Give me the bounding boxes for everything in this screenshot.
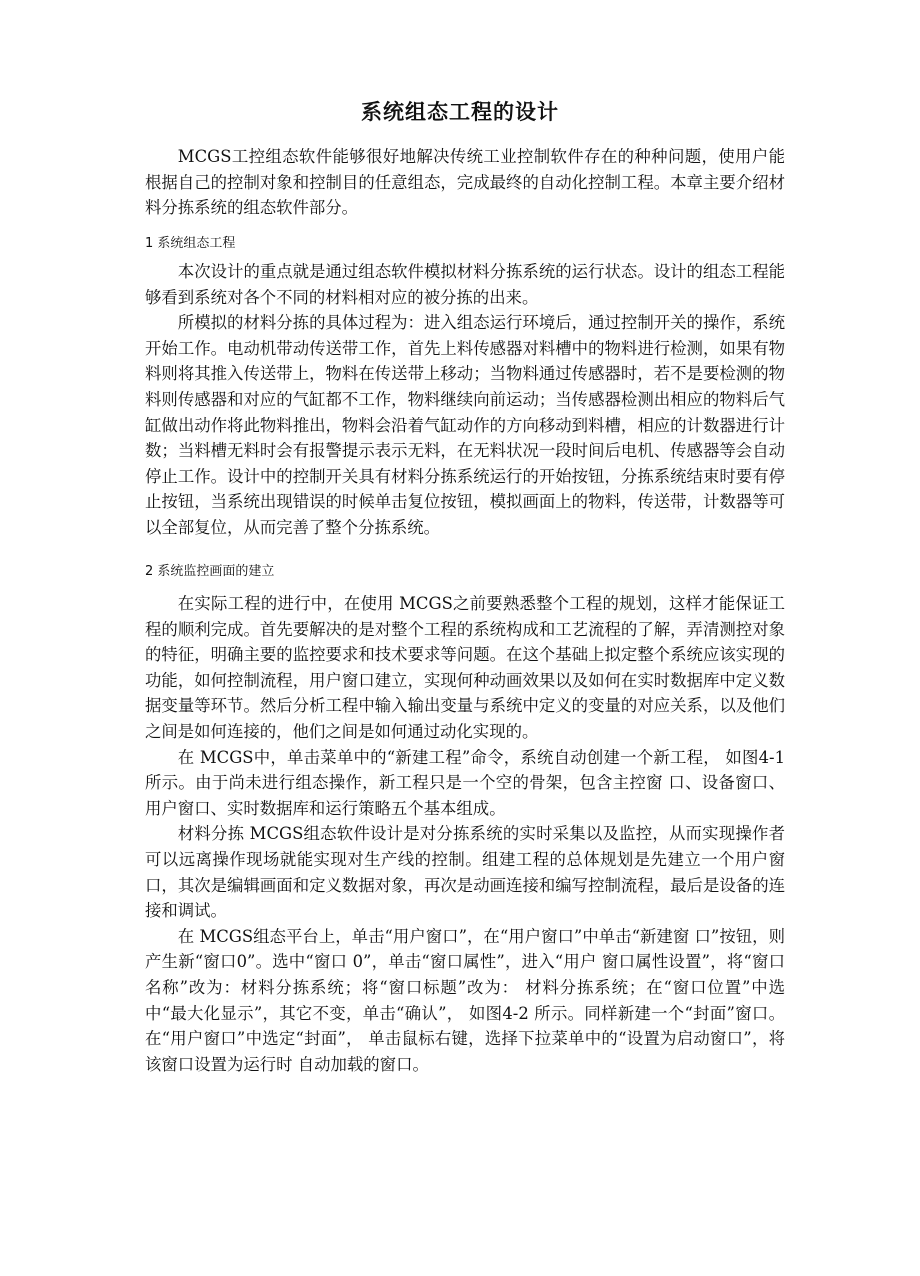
section-2-body (145, 591, 785, 1077)
page-title: 系统组态工程的设计 (361, 100, 559, 124)
intro-paragraph: MCGS工控组态软件能够很好地解决传统工业控制软件存在的种种问题，使用户能根据自己的控制对象和控制目的任意组态，完成最终的自动化控制工程。本章主要介绍材料分拣系统的组态软件部分。 (145, 147, 785, 218)
section-1-heading: 1 系统组态工程 (145, 236, 236, 251)
section-2-paragraph: 在 MCGS组态平台上，单击“用户窗口”，在“用户窗口”中单击“新建窗 口”按钮，则产生新“窗口0”。选中“窗口 0”，单击“窗口属性”，进入“用户 窗口属性设置”，将“窗口名称”改为：材料分拣系统；将“窗口标题”改为： 材料分拣系统；在“窗口位置”中选中“最大化显示”，其它不变，单击“确认”， 如图4-2 所示。同样新建一个“封面”窗口。在“用户窗口”中选定“封面”， 单击鼠标右键，选择下拉菜单中的“设置为启动窗口”，将该窗口设置为运行时 自动加载的窗口。 (145, 926, 785, 1074)
intro-block (145, 144, 785, 221)
section-1-paragraph: 所模拟的材料分拣的具体过程为：进入组态运行环境后，通过控制开关的操作，系统开始工作。电动机带动传送带工作，首先上料传感器对料槽中的物料进行检测，如果有物料则将其推入传送带上，物料在传送带上移动；当物料通过传感器时，若不是要检测的物料则传感器和对应的气缸都不工作，物料继续向前运动；当传感器检测出相应的物料后气缸做出动作将此物料推出，物料会沿着气缸动作的方向移动到料槽，相应的计数器进行计数；当料槽无料时会有报警提示表示无料，在无料状况一段时间后电机、传感器等会自动停止工作。设计中的控制开关具有材料分拣系统运行的开始按钮，分拣系统结束时要有停止按钮，当系统出现错误的时候单击复位按钮，模拟画面上的物料，传送带，计数器等可以全部复位，从而完善了整个分拣系统。 (145, 313, 785, 537)
section-2-paragraph: 在实际工程的进行中，在使用 MCGS之前要熟悉整个工程的规划，这样才能保证工程的顺利完成。首先要解决的是对整个工程的系统构成和工艺流程的了解，弄清测控对象的特征，明确主要的监控要求和技术要求等问题。在这个基础上拟定整个系统应该实现的功能，如何控制流程，用户窗口建立，实现何种动画效果以及如何在实时数据库中定义数据变量等环节。然后分析工程中输入输出变量与系统中定义的变量的对应关系，以及他们之间是如何连接的，他们之间是如何通过动化实现的。 (145, 594, 785, 741)
section-2-heading: 2 系统监控画面的建立 (145, 564, 275, 579)
section-2-paragraph: 材料分拣 MCGS组态软件设计是对分拣系统的实时采集以及监控，从而实现操作者可以远离操作现场就能实现对生产线的控制。组建工程的总体规划是先建立一个用户窗口，其次是编辑画面和定义数据对象，再次是动画连接和编写控制流程，最后是设备的连接和调试。 (145, 824, 785, 921)
section-2-paragraph: 在 MCGS中，单击菜单中的“新建工程”命令，系统自动创建一个新工程， 如图4-1 所示。由于尚未进行组态操作，新工程只是一个空的骨架，包含主控窗 口、设备窗口、用户窗口、实时数据库和运行策略五个基本组成。 (145, 747, 785, 818)
section-1-paragraph: 本次设计的重点就是通过组态软件模拟材料分拣系统的运行状态。设计的组态工程能够看到系统对各个不同的材料相对应的被分拣的出来。 (145, 262, 785, 307)
section-1-body (145, 259, 785, 541)
